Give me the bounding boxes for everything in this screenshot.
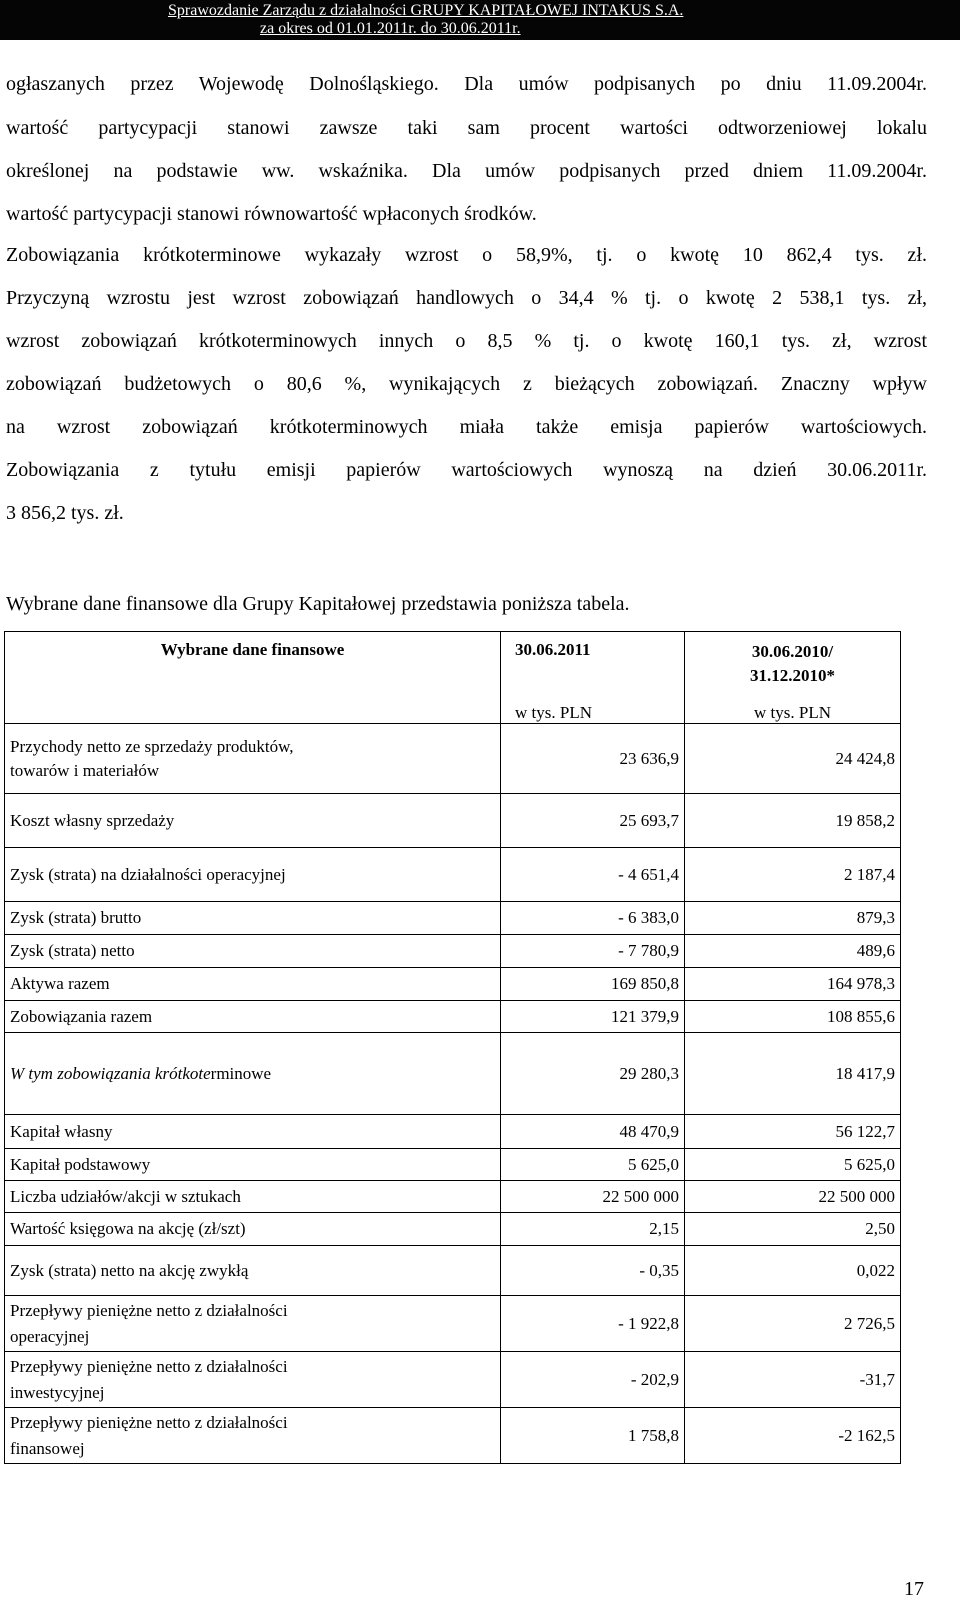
row-label	[5, 1296, 501, 1352]
unit-col2: w tys. PLN	[685, 694, 901, 724]
col2-header-line2: 31.12.2010*	[750, 666, 835, 685]
row-label	[5, 1033, 501, 1115]
row-label: Zysk (strata) na działalności operacyjnej	[5, 848, 501, 902]
row-value-2010: 164 978,3	[685, 968, 901, 1001]
row-value-2011: - 0,35	[501, 1246, 685, 1296]
row-label-line: finansowej	[10, 1438, 85, 1458]
row-value-2011: - 6 383,0	[501, 902, 685, 935]
row-label: Wartość księgowa na akcję (zł/szt)	[5, 1213, 501, 1246]
row-value-2011: 5 625,0	[501, 1149, 685, 1181]
row-label: Kapitał podstawowy	[5, 1149, 501, 1181]
row-label: Aktywa razem	[5, 968, 501, 1001]
row-value-2010: -2 162,5	[685, 1408, 901, 1464]
row-label-line: towarów i materiałów	[10, 760, 160, 780]
financial-data-table	[4, 631, 901, 1464]
paragraph-line: wartość partycypacji stanowi zawsze taki sam procent wartości odtworzeniowej lokalu	[6, 117, 927, 139]
row-value-2010: 2 187,4	[685, 848, 901, 902]
paragraph-line: Przyczyną wzrostu jest wzrost zobowiązań handlowych o 34,4 % tj. o kwotę 2 538,1 tys. zł,	[6, 287, 927, 309]
row-value-2011: 121 379,9	[501, 1001, 685, 1033]
row-value-2011: - 7 780,9	[501, 935, 685, 968]
row-value-2011: 25 693,7	[501, 794, 685, 848]
table-intro: Wybrane dane finansowe dla Grupy Kapitałowej przedstawia poniższa tabela.	[6, 593, 630, 615]
row-value-2010: 489,6	[685, 935, 901, 968]
paragraph-line: zobowiązań budżetowych o 80,6 %, wynikających z bieżących zobowiązań. Znaczny wpływ	[6, 373, 927, 395]
header-title: Sprawozdanie Zarządu z działalności GRUPY KAPITAŁOWEJ INTAKUS S.A.	[168, 2, 684, 19]
row-label-line: operacyjnej	[10, 1326, 90, 1346]
table-row	[5, 724, 901, 794]
row-label: Zobowiązania razem	[5, 1001, 501, 1033]
row-value-2011: 23 636,9	[501, 724, 685, 794]
table-row	[5, 935, 901, 968]
table-row	[5, 1352, 901, 1408]
table-row	[5, 1033, 901, 1115]
row-value-2011: 22 500 000	[501, 1181, 685, 1213]
row-value-2011: - 1 922,8	[501, 1296, 685, 1352]
row-value-2010: 879,3	[685, 902, 901, 935]
table-unit-row	[5, 694, 901, 724]
row-value-2011: 29 280,3	[501, 1033, 685, 1115]
row-value-2010: 18 417,9	[685, 1033, 901, 1115]
row-label-line: Przychody netto ze sprzedaży produktów,	[10, 736, 294, 756]
row-label: Kapitał własny	[5, 1115, 501, 1149]
row-label: Liczba udziałów/akcji w sztukach	[5, 1181, 501, 1213]
row-value-2010: 24 424,8	[685, 724, 901, 794]
table-row	[5, 1181, 901, 1213]
row-label: Koszt własny sprzedaży	[5, 794, 501, 848]
row-value-2011: 1 758,8	[501, 1408, 685, 1464]
row-label-line: Przepływy pieniężne netto z działalności	[10, 1412, 288, 1432]
paragraph-line: na wzrost zobowiązań krótkoterminowych miała także emisja papierów wartościowych.	[6, 416, 927, 438]
row-value-2010: 2 726,5	[685, 1296, 901, 1352]
row-value-2010: 108 855,6	[685, 1001, 901, 1033]
row-label: Zysk (strata) netto	[5, 935, 501, 968]
row-value-2010: 5 625,0	[685, 1149, 901, 1181]
row-value-2010: 56 122,7	[685, 1115, 901, 1149]
table-row	[5, 1246, 901, 1296]
table-row	[5, 1408, 901, 1464]
table-row	[5, 968, 901, 1001]
paragraph-line: ogłaszanych przez Wojewodę Dolnośląskiego. Dla umów podpisanych po dniu 11.09.2004r.	[6, 73, 927, 95]
paragraph-line: wzrost zobowiązań krótkoterminowych innych o 8,5 % tj. o kwotę 160,1 tys. zł, wzrost	[6, 330, 927, 352]
table-header-row	[5, 632, 901, 694]
row-value-2011: 169 850,8	[501, 968, 685, 1001]
table-row	[5, 848, 901, 902]
row-value-2010: 2,50	[685, 1213, 901, 1246]
table-row	[5, 902, 901, 935]
row-label-rest: rminowe	[210, 1063, 272, 1083]
header-period: za okres od 01.01.2011r. do 30.06.2011r.	[260, 20, 521, 37]
row-label	[5, 1352, 501, 1408]
row-label-italic: W tym zobowiązania krótkote	[10, 1063, 211, 1083]
table-row	[5, 1149, 901, 1181]
row-value-2011: 2,15	[501, 1213, 685, 1246]
paragraph-line: 3 856,2 tys. zł.	[6, 502, 124, 524]
paragraph-line: określonej na podstawie ww. wskaźnika. Dla umów podpisanych przed dniem 11.09.2004r.	[6, 160, 927, 182]
table-row	[5, 1001, 901, 1033]
row-label	[5, 724, 501, 794]
row-value-2010: -31,7	[685, 1352, 901, 1408]
paragraph-line: Zobowiązania krótkoterminowe wykazały wzrost o 58,9%, tj. o kwotę 10 862,4 tys. zł.	[6, 244, 927, 266]
row-label-line: Przepływy pieniężne netto z działalności	[10, 1300, 288, 1320]
col1-header: 30.06.2011	[501, 632, 685, 694]
header-label: Wybrane dane finansowe	[5, 632, 501, 694]
row-label-line: inwestycyjnej	[10, 1382, 105, 1402]
unit-blank	[5, 694, 501, 724]
col2-header	[685, 632, 901, 694]
row-value-2011: 48 470,9	[501, 1115, 685, 1149]
table-row	[5, 794, 901, 848]
row-value-2010: 22 500 000	[685, 1181, 901, 1213]
row-value-2010: 0,022	[685, 1246, 901, 1296]
row-label	[5, 1408, 501, 1464]
row-label: Zysk (strata) brutto	[5, 902, 501, 935]
paragraph-line: Zobowiązania z tytułu emisji papierów wartościowych wynoszą na dzień 30.06.2011r.	[6, 459, 927, 481]
row-value-2010: 19 858,2	[685, 794, 901, 848]
col2-header-line1: 30.06.2010/	[751, 642, 834, 661]
row-label-line: Przepływy pieniężne netto z działalności	[10, 1356, 288, 1376]
page-number: 17	[904, 1578, 924, 1600]
table-row	[5, 1296, 901, 1352]
row-value-2011: - 4 651,4	[501, 848, 685, 902]
table-row	[5, 1213, 901, 1246]
row-value-2011: - 202,9	[501, 1352, 685, 1408]
row-label: Zysk (strata) netto na akcję zwykłą	[5, 1246, 501, 1296]
unit-col1: w tys. PLN	[501, 694, 685, 724]
document-header	[0, 0, 960, 40]
paragraph-line: wartość partycypacji stanowi równowartość wpłaconych środków.	[6, 203, 537, 225]
table-row	[5, 1115, 901, 1149]
